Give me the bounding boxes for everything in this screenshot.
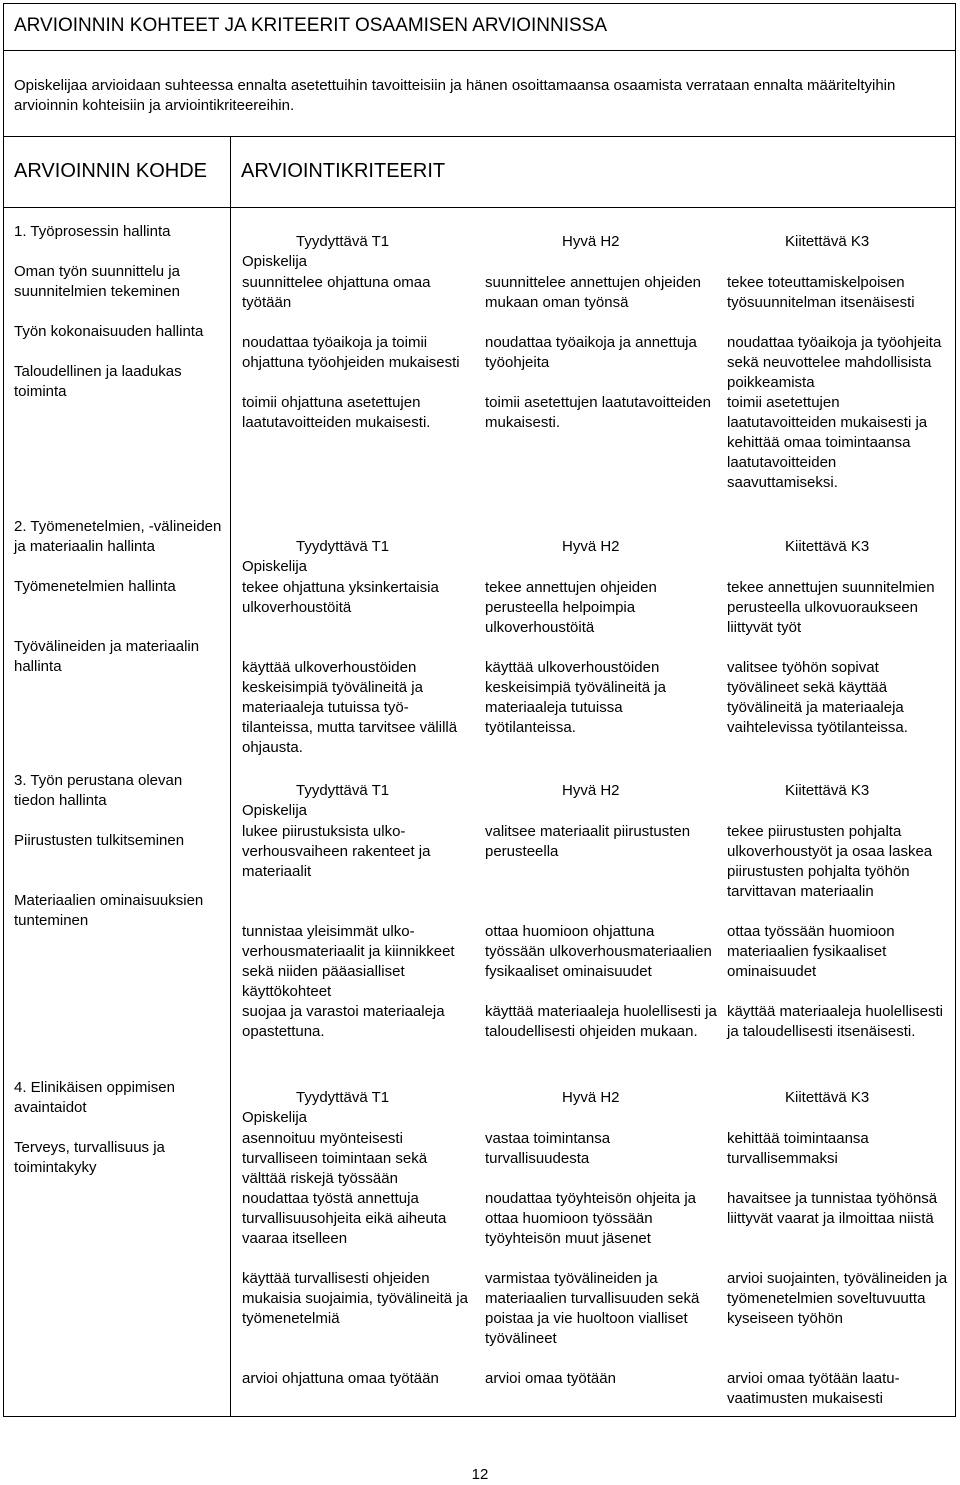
criteria-k3 — [727, 273, 949, 493]
criterion: käyttää materiaaleja huolellisesti ja taloudellisesti ohjeiden mukaan. — [485, 1003, 717, 1040]
criterion: tekee ohjattuna yksinkertaisia ulkoverhoustöitä — [242, 579, 439, 616]
level-h2: Hyvä H2 — [562, 782, 620, 799]
criterion: tekee annettujen ohjeiden perusteella helpoimpia ulkoverhoustöitä — [485, 579, 657, 636]
criterion: arvioi ohjattuna omaa työtään — [242, 1370, 439, 1387]
criterion: toimii ohjattuna asetettujen laatutavoitteiden mukaisesti. — [242, 394, 431, 431]
section-3-target — [14, 771, 224, 951]
criterion: noudattaa työaikoja ja annettuja työohjeita — [485, 334, 697, 371]
level-t1: Tyydyttävä T1 — [296, 538, 390, 555]
target-item: Työmenetelmien hallinta — [14, 578, 176, 595]
level-t1: Tyydyttävä T1 — [296, 1089, 390, 1106]
criteria-t1 — [242, 822, 474, 1042]
criterion: suunnittelee annettujen ohjeiden mukaan oman työnsä — [485, 274, 702, 311]
level-k3: Kiitettävä K3 — [785, 233, 870, 250]
student-label: Opiskelija — [242, 558, 308, 575]
criterion: käyttää ulkoverhoustöiden keskeisimpiä työvälineitä ja materiaaleja tutuissa työtilanteissa. — [485, 659, 666, 736]
criterion: varmistaa työvälineiden ja materiaalien turvallisuuden sekä poistaa ja vie huoltoon vialliset työvälineet — [485, 1270, 700, 1347]
criterion: noudattaa työaikoja ja toimii ohjattuna työohjeiden mukaisesti — [242, 334, 460, 371]
section-1-target — [14, 222, 219, 422]
target-item: Työvälineiden ja materiaalin hallinta — [14, 638, 200, 675]
criterion: toimii asetettujen laatutavoitteiden mukaisesti ja kehittää omaa toimintaansa laatutavoitteiden saavuttamiseksi. — [727, 394, 928, 491]
section-3-heading: 3. Työn perustana olevan tiedon hallinta — [14, 772, 183, 809]
criterion: lukee piirustuksista ulko-verhousvaiheen rakenteet ja materiaalit — [242, 823, 431, 880]
criterion: asennoituu myönteisesti turvalliseen toimintaan sekä välttää riskejä työssään — [242, 1130, 428, 1187]
intro-text: Opiskelijaa arvioidaan suhteessa ennalta asetettuihin tavoitteisiin ja hänen osoittamaansa osaamista verrataan ennalta määriteltyihin arvioinnin kohteisiin ja arviointikriteereihin. — [14, 77, 896, 114]
level-k3: Kiitettävä K3 — [785, 782, 870, 799]
level-t1: Tyydyttävä T1 — [296, 233, 390, 250]
criterion: noudattaa työaikoja ja työohjeita sekä neuvottelee mahdollisista poikkeamista — [727, 334, 942, 391]
divider — [3, 50, 956, 51]
page-number: 12 — [471, 1466, 489, 1483]
criterion: tekee annettujen suunnitelmien perusteella ulkovuoraukseen liittyvät työt — [727, 579, 935, 636]
criterion: tunnistaa yleisimmät ulko-verhousmateriaalit ja kiinnikkeet sekä niiden pääasialliset käyttökohteet — [242, 923, 455, 1000]
criterion: käyttää ulkoverhoustöiden keskeisimpiä työvälineitä ja materiaaleja tutuissa työ-tilanteissa, mutta tarvitsee välillä ohjausta. — [242, 659, 458, 756]
criterion: ottaa huomioon ohjattuna työssään ulkoverhousmateriaalien fysikaaliset ominaisuudet — [485, 923, 712, 980]
section-2-heading: 2. Työmenetelmien, -välineiden ja materiaalin hallinta — [14, 518, 222, 555]
target-item: Materiaalien ominaisuuksien tunteminen — [14, 892, 204, 929]
criterion: arvioi suojainten, työvälineiden ja työmenetelmien soveltuvuutta kyseiseen työhön — [727, 1270, 948, 1327]
level-h2: Hyvä H2 — [562, 233, 620, 250]
level-h2: Hyvä H2 — [562, 1089, 620, 1106]
student-label: Opiskelija — [242, 1109, 308, 1126]
level-k3: Kiitettävä K3 — [785, 1089, 870, 1106]
criteria-h2 — [485, 1129, 717, 1389]
section-4-heading: 4. Elinikäisen oppimisen avaintaidot — [14, 1079, 175, 1116]
target-item: Taloudellinen ja laadukas toiminta — [14, 363, 182, 400]
criterion: tekee piirustusten pohjalta ulkoverhoustyöt ja osaa laskea piirustusten pohjalta työhön tarvittavan materiaalin — [727, 823, 933, 900]
level-t1: Tyydyttävä T1 — [296, 782, 390, 799]
level-h2: Hyvä H2 — [562, 538, 620, 555]
level-k3: Kiitettävä K3 — [785, 538, 870, 555]
target-item: Terveys, turvallisuus ja toimintakyky — [14, 1139, 165, 1176]
section-2-target — [14, 517, 224, 697]
criterion: havaitsee ja tunnistaa työhönsä liittyvät vaarat ja ilmoittaa niistä — [727, 1190, 938, 1227]
criterion: noudattaa työyhteisön ohjeita ja ottaa huomioon työssään työyhteisön muut jäsenet — [485, 1190, 696, 1247]
criterion: noudattaa työstä annettuja turvallisuusohjeita eikä aiheuta vaaraa itselleen — [242, 1190, 447, 1247]
target-item: Piirustusten tulkitseminen — [14, 832, 185, 849]
criterion: kehittää toimintaansa turvallisemmaksi — [727, 1130, 869, 1167]
header-target: ARVIOINNIN KOHDE — [14, 160, 207, 182]
criterion: arvioi omaa työtään — [485, 1370, 616, 1387]
criteria-h2 — [485, 578, 717, 738]
criteria-h2 — [485, 822, 717, 1042]
criterion: valitsee materiaalit piirustusten perusteella — [485, 823, 691, 860]
student-label: Opiskelija — [242, 802, 308, 819]
criterion: suojaa ja varastoi materiaaleja opastettuna. — [242, 1003, 445, 1040]
target-item: Oman työn suunnittelu ja suunnitelmien tekeminen — [14, 263, 180, 300]
criterion: käyttää materiaaleja huolellisesti ja taloudellisesti itsenäisesti. — [727, 1003, 943, 1040]
student-label: Opiskelija — [242, 253, 308, 270]
criteria-k3 — [727, 822, 949, 1042]
criterion: toimii asetettujen laatutavoitteiden mukaisesti. — [485, 394, 711, 431]
criteria-t1 — [242, 1129, 474, 1389]
section-4-target — [14, 1078, 224, 1198]
criterion: tekee toteuttamiskelpoisen työsuunnitelman itsenäisesti — [727, 274, 915, 311]
criterion: arvioi omaa työtään laatu-vaatimusten mukaisesti — [727, 1370, 900, 1407]
criteria-k3 — [727, 578, 949, 738]
divider — [3, 136, 956, 137]
header-criteria: ARVIOINTIKRITEERIT — [241, 160, 446, 182]
criteria-k3 — [727, 1129, 949, 1409]
criterion: valitsee työhön sopivat työvälineet sekä käyttää työvälineitä ja materiaaleja vaihtelevissa työtilanteissa. — [727, 659, 908, 736]
divider — [3, 207, 956, 208]
criterion: ottaa työssään huomioon materiaalien fysikaaliset ominaisuudet — [727, 923, 895, 980]
criterion: vastaa toimintansa turvallisuudesta — [485, 1130, 611, 1167]
page-title: ARVIOINNIN KOHTEET JA KRITEERIT OSAAMISEN ARVIOINNISSA — [14, 15, 608, 36]
target-item: Työn kokonaisuuden hallinta — [14, 323, 204, 340]
criterion: suunnittelee ohjattuna omaa työtään — [242, 274, 431, 311]
column-divider — [230, 136, 231, 1417]
criteria-h2 — [485, 273, 717, 433]
section-1-heading: 1. Työprosessin hallinta — [14, 223, 171, 240]
criteria-t1 — [242, 578, 474, 758]
criteria-t1 — [242, 273, 474, 433]
criterion: käyttää turvallisesti ohjeiden mukaisia suojaimia, työvälineitä ja työmenetelmiä — [242, 1270, 468, 1327]
